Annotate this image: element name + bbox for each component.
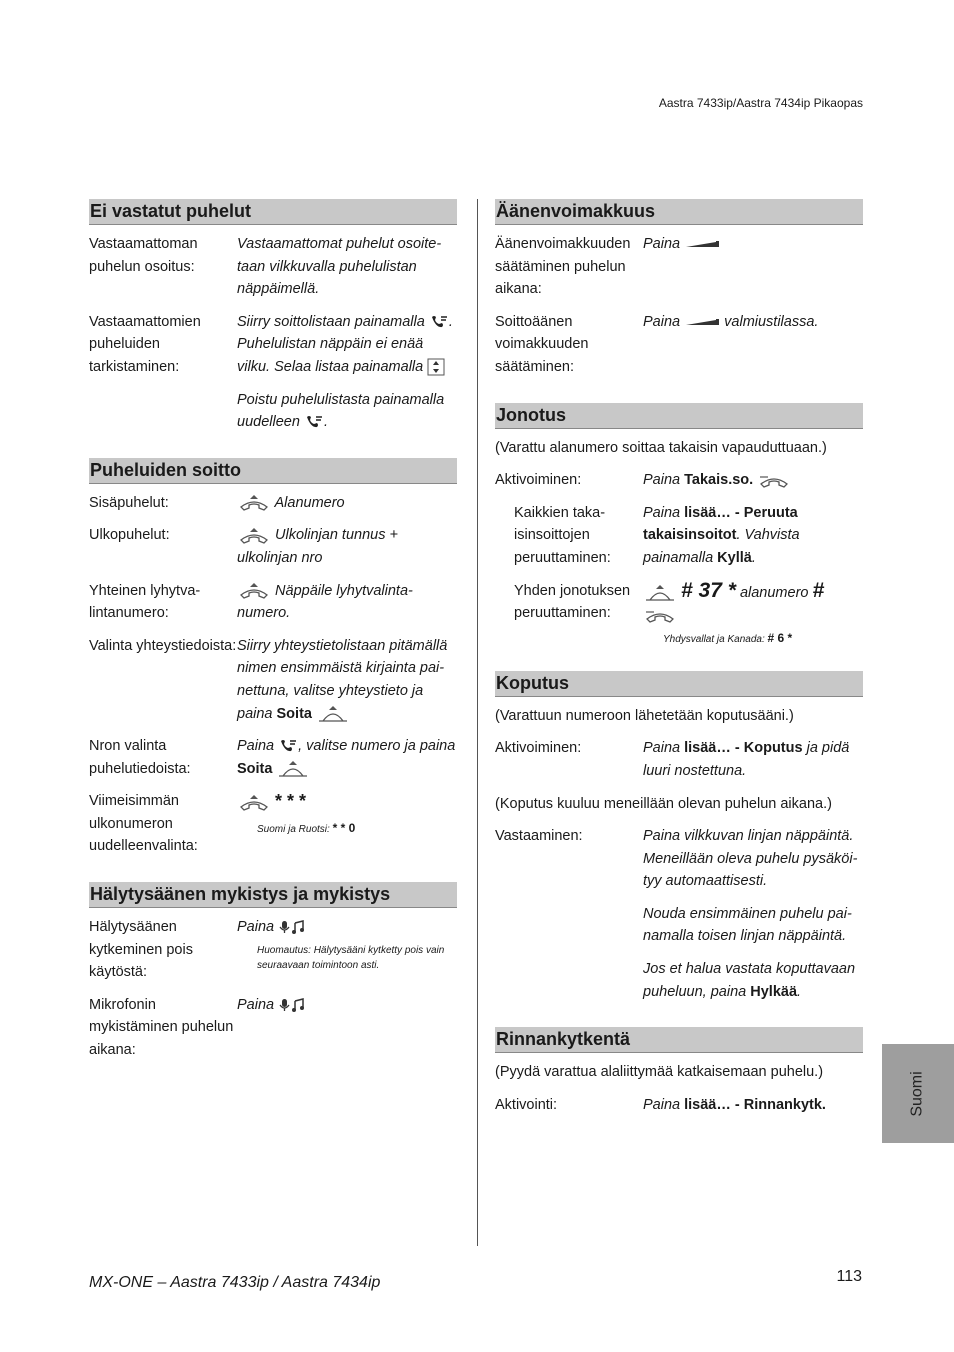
call-log-dial-row xyxy=(89,735,457,780)
handset-icon xyxy=(237,582,271,600)
mic-mute-row xyxy=(89,994,457,1062)
section-calling-title: Puheluiden soitto xyxy=(89,458,457,484)
text: Suomi ja Ruotsi: xyxy=(257,823,330,835)
soft-key-label: lisää… - Rinnankytk. xyxy=(684,1096,826,1113)
row-value xyxy=(643,825,863,1003)
phone-list-icon xyxy=(304,414,324,430)
speed-dial-row xyxy=(89,580,457,625)
text: Paina xyxy=(643,504,681,521)
key-code: * * * xyxy=(275,791,307,812)
handset-icon xyxy=(237,527,271,545)
section-call-waiting-title: Koputus xyxy=(495,671,863,697)
row-label: Kaikkien takaisinsoittojen peruuttaminen: xyxy=(514,504,611,566)
section-intrusion-title: Rinnankytkentä xyxy=(495,1027,863,1053)
handset-icon xyxy=(237,794,271,812)
internal-call-row xyxy=(89,492,457,515)
soft-key-label: Takais.so. xyxy=(684,472,754,489)
text: Poistu puhelulistasta painamalla uudelleen xyxy=(237,391,445,431)
text: Näppäile lyhytvalintanumero. xyxy=(237,582,413,622)
text: Paina xyxy=(237,996,275,1013)
row-value xyxy=(643,1094,863,1117)
callback-activate-row xyxy=(495,469,863,492)
volume-key-icon xyxy=(684,239,720,249)
missed-indication-row xyxy=(89,233,457,301)
language-tab xyxy=(882,1044,954,1143)
mute-icon xyxy=(278,997,308,1013)
key-code: # xyxy=(812,578,825,602)
key-code: # 37 * xyxy=(681,578,736,602)
row-value xyxy=(237,916,457,984)
text: Paina xyxy=(643,1096,681,1113)
text: Paina xyxy=(643,236,681,252)
row-label: Valinta yhteystiedoista: xyxy=(89,637,237,654)
missed-exit-row xyxy=(89,389,457,434)
external-call-row xyxy=(89,524,457,569)
row-value xyxy=(643,502,863,570)
knock-activate-row xyxy=(495,737,863,782)
language-tab-label: Suomi xyxy=(908,1070,926,1117)
row-value: Vastaamattomat puhelut osoitetaan vilkkuvalla puhelulistan näppäimellä. xyxy=(237,236,442,298)
section-volume-title: Äänenvoimakkuus xyxy=(495,199,863,225)
key-code: * * 0 xyxy=(332,820,356,835)
ring-mute-row xyxy=(89,916,457,984)
soft-key-label: Hylkää xyxy=(750,983,798,1000)
row-label: Viimeisimmän ulkonumeron uudelleenvalinta: xyxy=(89,793,198,855)
right-column xyxy=(495,199,863,1126)
section-intro: (Varattu alanumero soittaa takaisin vapauduttuaan.) xyxy=(495,439,827,456)
text: Paina vilkkuvan linjan näppäintä. Meneillään oleva puhelu pysäköityy automaattisesti. xyxy=(643,828,858,890)
section-intro: (Varattuun numeroon lähetetään koputusääni.) xyxy=(495,707,794,724)
row-value xyxy=(643,737,863,782)
row-value xyxy=(237,735,457,780)
mute-icon xyxy=(278,919,308,935)
text: , valitse numero ja paina xyxy=(298,738,456,755)
row-value xyxy=(237,580,457,625)
section-intro: (Pyydä varattua alaliittymää katkaisemaan puhelu.) xyxy=(495,1064,824,1081)
page-number: 113 xyxy=(836,1268,862,1285)
note xyxy=(237,821,457,837)
row-value xyxy=(643,311,863,379)
knock-answer-row xyxy=(495,825,863,1003)
handset-lifted-icon xyxy=(643,583,677,603)
row-label: Hälytysäänen kytkeminen pois käytöstä: xyxy=(89,919,193,981)
handset-icon xyxy=(643,606,677,624)
call-volume-row xyxy=(495,233,863,301)
text: ja pidä luuri nostettuna. xyxy=(643,740,850,779)
section-intro: (Koputus kuuluu meneillään olevan puhelun aikana.) xyxy=(495,795,832,812)
intrusion-activate-row xyxy=(495,1094,863,1117)
text: Paina xyxy=(643,472,681,489)
text: Siirry soittolistaan painamalla xyxy=(237,313,425,330)
row-label: Mikrofonin mykistäminen puhelun aikana: xyxy=(89,996,234,1059)
soft-key-label: lisää… - Peruuta takaisinsoitot xyxy=(643,504,798,544)
row-label: Vastaamattomien puheluiden tarkistaminen: xyxy=(89,313,201,375)
soft-key-label: lisää… - Koputus xyxy=(684,740,803,757)
missed-check-row xyxy=(89,311,457,379)
row-label: Aktivoiminen: xyxy=(495,472,582,489)
text: Alanumero xyxy=(274,494,345,511)
soft-key-label: Soita xyxy=(276,705,312,722)
ring-volume-row xyxy=(495,311,863,379)
text-block xyxy=(643,958,863,1003)
left-column xyxy=(89,199,457,1072)
section-mute-title: Hälytysäänen mykistys ja mykistys xyxy=(89,882,457,908)
handset-lifted-icon xyxy=(276,759,310,779)
row-value xyxy=(237,524,457,569)
text: Paina xyxy=(237,919,275,936)
row-value xyxy=(237,635,457,725)
text: Selaa listaa painamalla xyxy=(274,358,424,375)
row-value xyxy=(237,994,457,1062)
row-label: Yhden jonotuksen peruuttaminen: xyxy=(514,582,631,622)
text: Paina xyxy=(643,740,681,757)
text: Siirry yhteystietolistaan pitämällä nimen ensimmäistä kirjainta painettuna, valitse yhteystieto ja paina xyxy=(237,637,448,722)
row-value: Poistu puhelulistasta painamalla uudelleen . xyxy=(237,391,445,431)
contacts-dial-row xyxy=(89,635,457,725)
text: Paina xyxy=(237,738,275,755)
phone-list-icon xyxy=(429,314,449,330)
note xyxy=(643,631,863,647)
phone-list-icon xyxy=(278,738,298,754)
scroll-arrows-icon xyxy=(427,358,445,376)
cancel-all-callbacks-row xyxy=(495,502,863,570)
row-value xyxy=(237,790,457,858)
volume-key-icon xyxy=(684,317,720,327)
redial-row xyxy=(89,790,457,858)
handset-icon xyxy=(757,471,791,489)
handset-lifted-icon xyxy=(316,704,350,724)
text: Nouda ensimmäinen puhelu painamalla toisen linjan näppäintä. xyxy=(643,905,852,945)
soft-key-label: Soita xyxy=(237,760,273,777)
soft-key-label: Kyllä xyxy=(717,549,752,566)
key-code: # 6 * xyxy=(767,630,793,645)
text: . xyxy=(797,983,802,1000)
text: Yhdysvallat ja Kanada: xyxy=(663,633,765,645)
column-divider xyxy=(477,199,478,1246)
row-label: Vastaamattoman puhelun osoitus: xyxy=(89,236,198,275)
footer-title: MX-ONE – Aastra 7433ip / Aastra 7434ip xyxy=(89,1274,381,1291)
row-value xyxy=(643,580,863,647)
row-label: Aktivoiminen: xyxy=(495,740,582,757)
row-label: Yhteinen lyhytvalintanumero: xyxy=(89,582,201,622)
handset-icon xyxy=(237,494,271,512)
section-missed-calls-title: Ei vastatut puhelut xyxy=(89,199,457,225)
text: valmiustilassa. xyxy=(724,313,819,330)
section-callback-title: Jonotus xyxy=(495,403,863,429)
row-value xyxy=(643,233,863,301)
row-label: Soittoäänen voimakkuuden säätäminen: xyxy=(495,313,589,375)
text: . Vahvista painamalla xyxy=(643,527,800,566)
text: Puhelulistan näppäin ei enää vilku. xyxy=(237,336,424,375)
row-label: Vastaaminen: xyxy=(495,828,583,845)
header-title: Aastra 7433ip/Aastra 7434ip Pikaopas xyxy=(658,96,863,110)
row-label: Sisäpuhelut: xyxy=(89,494,169,511)
cancel-one-callback-row xyxy=(495,580,863,647)
text: Paina xyxy=(643,313,681,330)
row-label: Aktivointi: xyxy=(495,1096,558,1113)
text: . xyxy=(751,549,756,566)
row-label: Nron valinta puhelutiedoista: xyxy=(89,738,191,777)
row-value: Siirry soittolistaan painamalla . Puhelulistan näppäin ei enää vilku. Selaa listaa painamalla xyxy=(237,313,453,375)
row-value xyxy=(643,469,863,492)
text: alanumero xyxy=(739,584,809,601)
row-label: Ulkopuhelut: xyxy=(89,527,170,544)
text: Ulkolinjan tunnus + ulkolinjan nro xyxy=(237,527,398,566)
note: Huomautus: Hälytysääni kytketty pois vain seuraavaan toimintoon asti. xyxy=(257,944,445,971)
row-label: Äänenvoimakkuuden säätäminen puhelun aikana: xyxy=(495,236,631,298)
text: Jos et halua vastata koputtavaan puheluun, paina xyxy=(643,961,856,1000)
row-value xyxy=(237,492,457,515)
